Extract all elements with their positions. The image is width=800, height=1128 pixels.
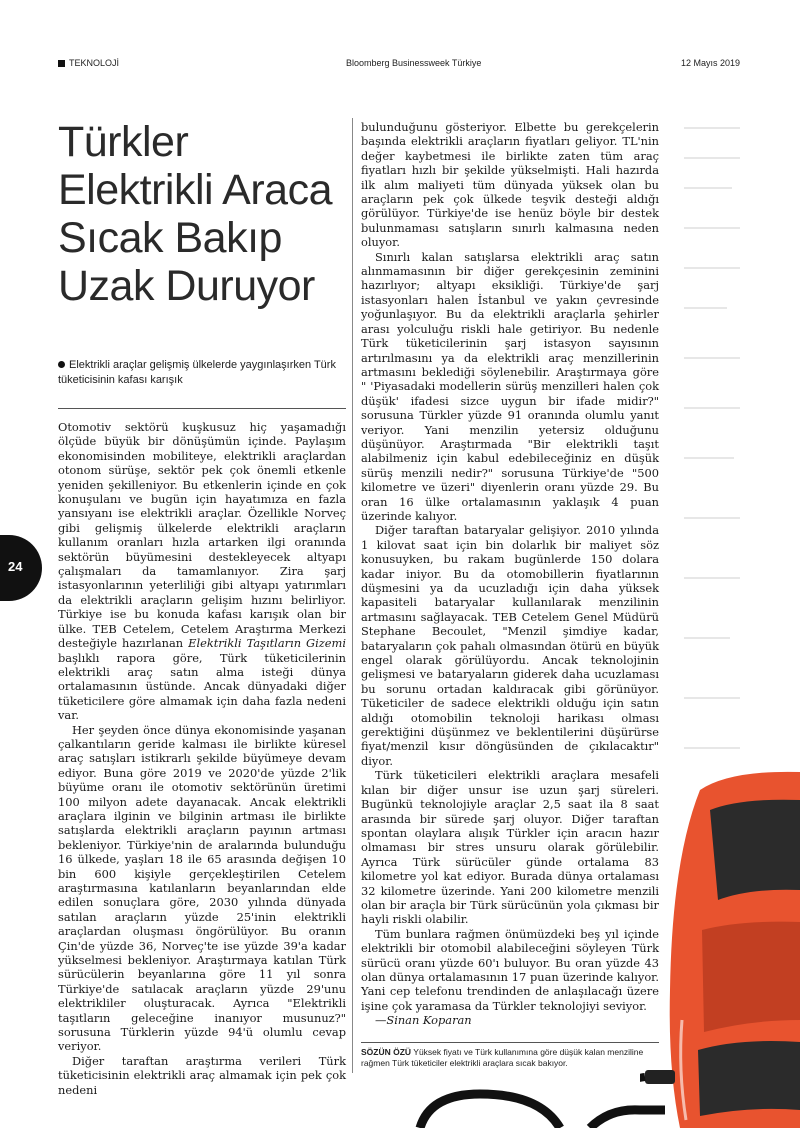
caption-text: Yüksek fiyatı ve Türk kullanımına göre düşük kalan menziline rağmen Türk tüketiciler elektrikli araçlara sıcak bakıyor. bbox=[361, 1047, 644, 1068]
article-title: Türkler Elektrikli Araca Sıcak Bakıp Uzak Duruyor bbox=[58, 118, 332, 310]
page-header bbox=[58, 58, 740, 74]
photo-caption bbox=[361, 1047, 659, 1069]
title-divider bbox=[58, 408, 346, 409]
charging-cable-curve bbox=[410, 1088, 670, 1128]
publication-name: Bloomberg Businessweek Türkiye bbox=[346, 58, 482, 68]
paragraph: Tüm bunlara rağmen önümüzdeki beş yıl içinde elektrikli bir otomobil alabileceğini söyleyen Türk sürücü oranı yüzde 60'ı buluyor. Bu oran yüzde 43 olan dünya ortalamasının 17 puan üzerinde kalıyor. Yani cep telefonu trendinden de anlaşılacağı üzere işine çok yaramasa da Türkler teknolojiyi seviyor. bbox=[361, 926, 659, 1013]
report-title: Elektrikli Taşıtların Gizemi bbox=[188, 636, 346, 651]
paragraph bbox=[58, 420, 346, 723]
paragraph: Türk tüketicileri elektrikli araçlara mesafeli kılan bir diğer unsur ise uzun şarj süreleri. Bugünkü teknolojiyle araçlar 2,5 saat ila 8 saat arasında bir sürede şarj oluyor. Diğer taraftan spontan olaylara alışık Türkler için aracın hazır olmaması bir stres unsuru olarak görülebilir. Ayrıca Türk sürücüler günde ortalama 83 kilometre yol kat ediyor. Burada dünya ortalaması 32 kilometre üzerinde. Yani 200 kilometre menzili olan bir araçla bir Türk sürücünün yola çıkması bir hayli riskli olabilir. bbox=[361, 768, 659, 927]
section-square-icon bbox=[58, 60, 65, 67]
bullet-dot-icon bbox=[58, 361, 65, 368]
paragraph: bulunduğunu gösteriyor. Elbette bu gerekçelerin başında elektrikli araçların fiyatları geliyor. TL'nin değer kaybetmesi ile birlikte zaten tüm araç fiyatları hızlı bir şekilde yükselmişti. Hali hazırda ilk alım maliyeti tüm dünyada yüksek olan bu araçların pek çok ülkede teşvik desteği aldığı görülüyor. Türkiye'de ise henüz böyle bir destek bulunmaması satışların sınırlı kalmasına neden oluyor. bbox=[361, 120, 659, 250]
article-subtitle bbox=[58, 358, 348, 388]
car-body bbox=[670, 772, 800, 1128]
section-name: TEKNOLOJİ bbox=[69, 58, 120, 68]
electric-car-illustration bbox=[640, 770, 800, 1128]
issue-date: 12 Mayıs 2019 bbox=[680, 58, 740, 68]
paragraph: Diğer taraftan araştırma verileri Türk tüketicisinin elektrikli araç almamak için pek çok nedeni bbox=[58, 1053, 346, 1097]
column-divider bbox=[352, 118, 353, 1073]
caption-lead: SÖZÜN ÖZÜ bbox=[361, 1047, 412, 1057]
paragraph: Her şeyden önce dünya ekonomisinde yaşanan çalkantıların geride kalması ile birlikte küresel araç satışları istikrarlı şekilde büyümeye devam ediyor. Buna göre 2019 ve 2020'de yüzde 2'lik büyüme oranı ile otomotiv sektörünün üretimi 100 milyon adete dayanacak. Ancak elektrikli araçlara ilginin ve bilginin artması ile birlikte satışlarda elektrikli araçların payının artması bekleniyor. Türkiye'nin de aralarında bulunduğu 16 ülkede, yaşları 18 ile 65 arasında değişen 10 bin 600 kişiyle gerçekleştirilen Cetelem araştırmasına katılanların beyanlarından elde edilen sonuçlara göre, 2030 yılında dünyada satılan araçların yüzde 25'inin elektrikli araçlardan oluşması öngörülüyor. Bu oranın Çin'de yüzde 36, Norveç'te ise yüzde 39'a kadar yükselmesi bekleniyor. Araştırmaya katılan Türk sürücülerin beyanlarına göre 11 yıl sonra Türkiye'de satılacak araçların yüzde 29'unu elektrikliler oluşturacak. Ayrıca "Elektrikli taşıtların geleceğine inanıyor musunuz?" sorusuna Türklerin yüzde 94'ü olumlu cevap veriyor. bbox=[58, 722, 346, 1054]
subtitle-text: Elektrikli araçlar gelişmiş ülkelerde yaygınlaşırken Türk tüketicisinin kafası karışık bbox=[58, 359, 336, 386]
caption-divider bbox=[361, 1042, 659, 1043]
author-byline: —Sinan Koparan bbox=[375, 1013, 472, 1028]
paragraph: Sınırlı kalan satışlarsa elektrikli araç satın alınmamasının bir diğer gerekçesinin zeminini hazırlıyor; altyapı eksikliği. Türkiye'de şarj istasyonları halen İstanbul ve yakın çevresinde yoğunlaşıyor. Bu da elektrikli araçlarla şehirler arası yolculuğu riskli hale getiriyor. Bu nedenle Türk tüketicilerinin şarj istasyon sayısının artırılmasını ya da elektrikli araç menzillerinin artmasını beklediği söylenebilir. Araştırmaya göre " 'Piyasadaki modellerin sürüş menzilleri halen çok düşük' ifadesi sizce uygun bir ifade midir?" sorusuna Türkler yüzde 91 oranında olumlu yanıt veriyor. Yani menzilin yetersiz olduğunu düşünüyor. Araştırmada "Bir elektrikli taşıt alabilmeniz için kabul edebileceğiniz en düşük sürüş menzili nedir?" sorusuna Türkiye'de "500 kilometre ve üzeri" diyenlerin oranı yüzde 29. Bu oran 16 ülke ortalamasının yaklaşık 4 puan üzerinde kalıyor. bbox=[361, 249, 659, 523]
adjacent-page-bleed bbox=[682, 118, 742, 758]
paragraph-text: başlıklı rapora göre, Türk tüketicilerinin elektrikli araç satın alma isteği dünya ortalamasının üstünde. Ancak dünyadaki diğer tüketicilere göre almamak için daha fazla nedeni var. bbox=[58, 650, 346, 723]
paragraph-text: Otomotiv sektörü kuşkusuz hiç yaşamadığı ölçüde büyük bir dönüşümün içinde. Paylaşım ekonomisinden mobiliteye, elektrikli araçlardan otonom sürüşe, sektör pek çok önemli etkenle yeniden şekilleniyor. Bu etkenlerin içinde en çok konuşulanı ve bugün için hayatımıza en fazla yansıyanı ise elektrikli araçlar. Özellikle Norveç gibi gelişmiş ülkelerde elektrikli araçların kullanım oranları hızla artarken ilgi oranında sektörün büyümesini destekleyecek altyapı çalışmaları da tamamlanıyor. Zira şarj istasyonlarının yeterliliği gibi altyapı yatırımları da elektrikli araçların gelişim hızını belirliyor. Türkiye ise bu konuda kafası karışık olan bir ülke. TEB Cetelem, Cetelem Araştırma Merkezi desteğiyle hazırlanan bbox=[58, 420, 346, 651]
article-column-2 bbox=[361, 120, 659, 1028]
section-label bbox=[58, 58, 119, 68]
paragraph: Diğer taraftan bataryalar gelişiyor. 2010 yılında 1 kilovat saat için bin dolarlık bir maliyet söz konusuyken, bu rakam bugünlerde 150 dolara kadar iniyor. Bu da otomobillerin fiyatlarının düşmesini ya da ucuzladığı için daha yüksek kapasiteli bataryalar kullanılarak menzilinin artmasını sağlayacak. TEB Cetelem Genel Müdürü Stephane Becoulet, "Menzil şimdiye kadar, bataryaların çok pahalı olmasından ötürü en büyük engel olarak görülüyordu. Ancak teknolojinin gelişmesi ve bataryaların giderek daha ucuzlaması bu sorunu ortadan kaldıracak gibi görünüyor. Tüketiciler de sadece elektrikli olduğu için satın aldığı otomobilin teknoloji harikası olması gerektiğini düşünmez ve beklentilerini düşürürse fiyat/menzil kısır döngüsünden de çıkılacaktır" diyor. bbox=[361, 523, 659, 768]
article-column-1 bbox=[58, 420, 346, 1097]
page-number: 24 bbox=[8, 559, 23, 574]
page-number-tab bbox=[0, 535, 42, 601]
